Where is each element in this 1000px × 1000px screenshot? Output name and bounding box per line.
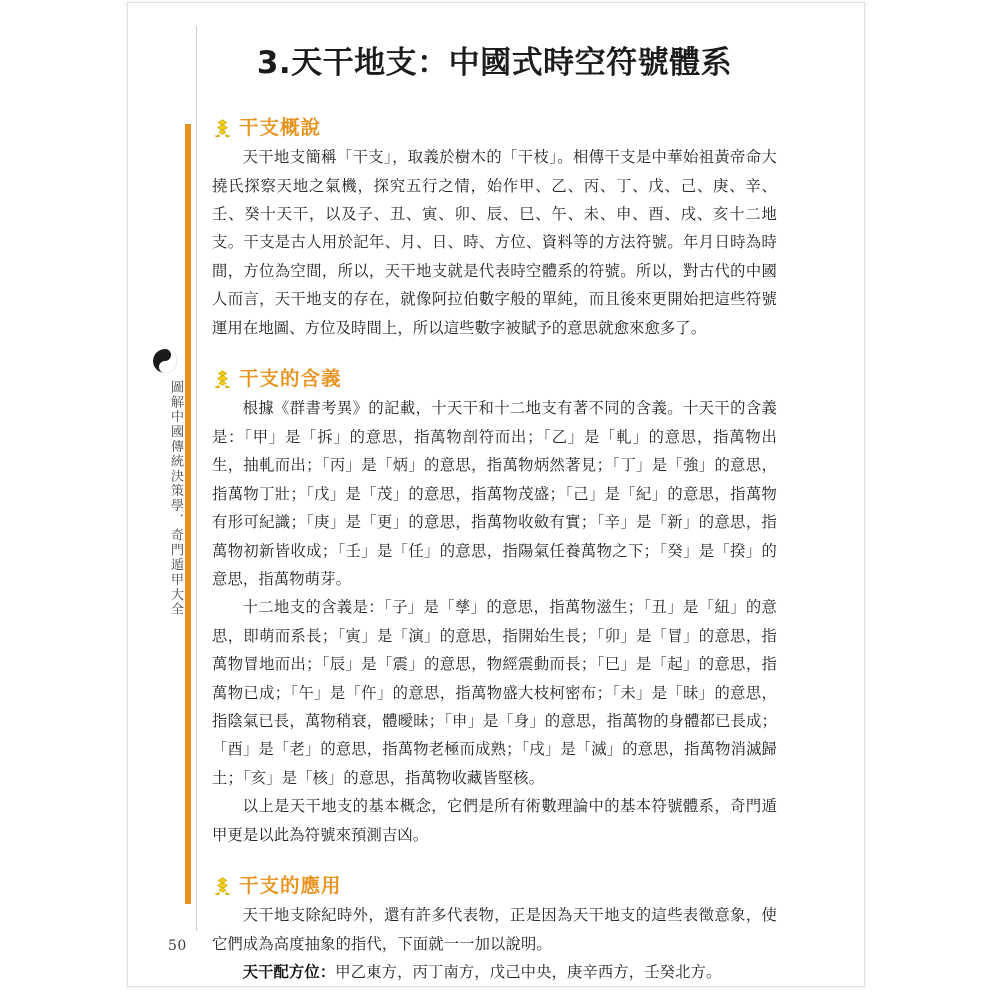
yinyang-icon: [152, 348, 178, 374]
flower-ornament-icon: [212, 369, 233, 390]
section-1-paragraph-1: 天干地支簡稱「干支」，取義於樹木的「干枝」。相傳干支是中華始祖黃帝命大撓氏探察天地之氣機，探究五行之情，始作甲、乙、丙、丁、戊、己、庚、辛、壬、癸十天干，以及子、丑、寅、卯、辰、巳、午、未、申、酉、戌、亥十二地支。干支是古人用於記年、月、日、時、方位、資料等的方法符號。年月日時為時間，方位為空間，所以，天干地支就是代表時空體系的符號。所以，對古代的中國人而言，天干地支的存在，就像阿拉伯數字般的單純，而且後來更開始把這些符號運用在地圖、方位及時間上，所以這些數字被賦予的意思就愈來愈多了。: [212, 148, 777, 337]
section-2-paragraph-3: 以上是天干地支的基本概念，它們是所有術數理論中的基本符號體系，奇門遁甲更是以此為符號來預測吉凶。: [212, 797, 777, 844]
term-value: 甲乙東方，丙丁南方，戊己中央，庚辛西方，壬癸北方。: [335, 963, 722, 982]
page-number: 50: [168, 938, 187, 954]
page-title: 3.天干地支：中國式時空符號體系: [256, 45, 733, 81]
term-label: 天干配方位：: [242, 963, 336, 982]
section-2-paragraph-1: 根據《群書考異》的記載，十天干和十二地支有著不同的含義。十天干的含義是：「甲」是「拆」的意思，指萬物剖符而出；「乙」是「軋」的意思，指萬物出生，抽軋而出；「丙」是「炳」的意思，指萬物炳然著見；「丁」是「強」的意思，指萬物丁壯；「戊」是「茂」的意思，指萬物茂盛；「己」是「紀」的意思，指萬物有形可紀識；「庚」是「更」的意思，指萬物收斂有實；「辛」是「新」的意思，指萬物初新皆收成；「壬」是「任」的意思，指陽氣任養萬物之下；「癸」是「揆」的意思，指萬物萌芽。: [212, 399, 777, 588]
section-title-2: 干支的含義: [239, 367, 342, 391]
flower-ornament-icon: [212, 876, 233, 897]
book-title-vertical: 圖解中國傳統決策學．奇門遁甲大全: [168, 380, 183, 617]
flower-ornament-icon: [212, 118, 233, 139]
margin-hairline: [196, 26, 197, 931]
section-title-1: 干支概說: [239, 115, 322, 139]
section-heading-2: [212, 368, 777, 389]
section-heading-1: [212, 117, 777, 138]
side-rail: [148, 348, 188, 648]
section-title-3: 干支的應用: [239, 873, 342, 897]
section-heading-3: [212, 875, 777, 896]
section-3-paragraph-1: 天干地支除紀時外，還有許多代表物，正是因為天干地支的這些表徵意象，使它們成為高度抽象的指代，下面就一一加以說明。: [212, 906, 777, 953]
section-2-paragraph-2: 十二地支的含義是：「子」是「孳」的意思，指萬物滋生；「丑」是「紐」的意思，即萌而系長；「寅」是「演」的意思，指開始生長；「卯」是「冒」的意思，指萬物冒地而出；「辰」是「震」的意思，物經震動而長；「巳」是「起」的意思，指萬物已成；「午」是「仵」的意思，指萬物盛大枝柯密布；「未」是「昧」的意思，指陰氣已長，萬物稍衰，體曖昧；「申」是「身」的意思，指萬物的身體都已長成；「酉」是「老」的意思，指萬物老極而成熟；「戌」是「滅」的意思，指萬物消滅歸土；「亥」是「核」的意思，指萬物收藏皆堅核。: [212, 598, 777, 787]
content-column: [212, 44, 777, 987]
section-3-term-line: [212, 958, 777, 986]
